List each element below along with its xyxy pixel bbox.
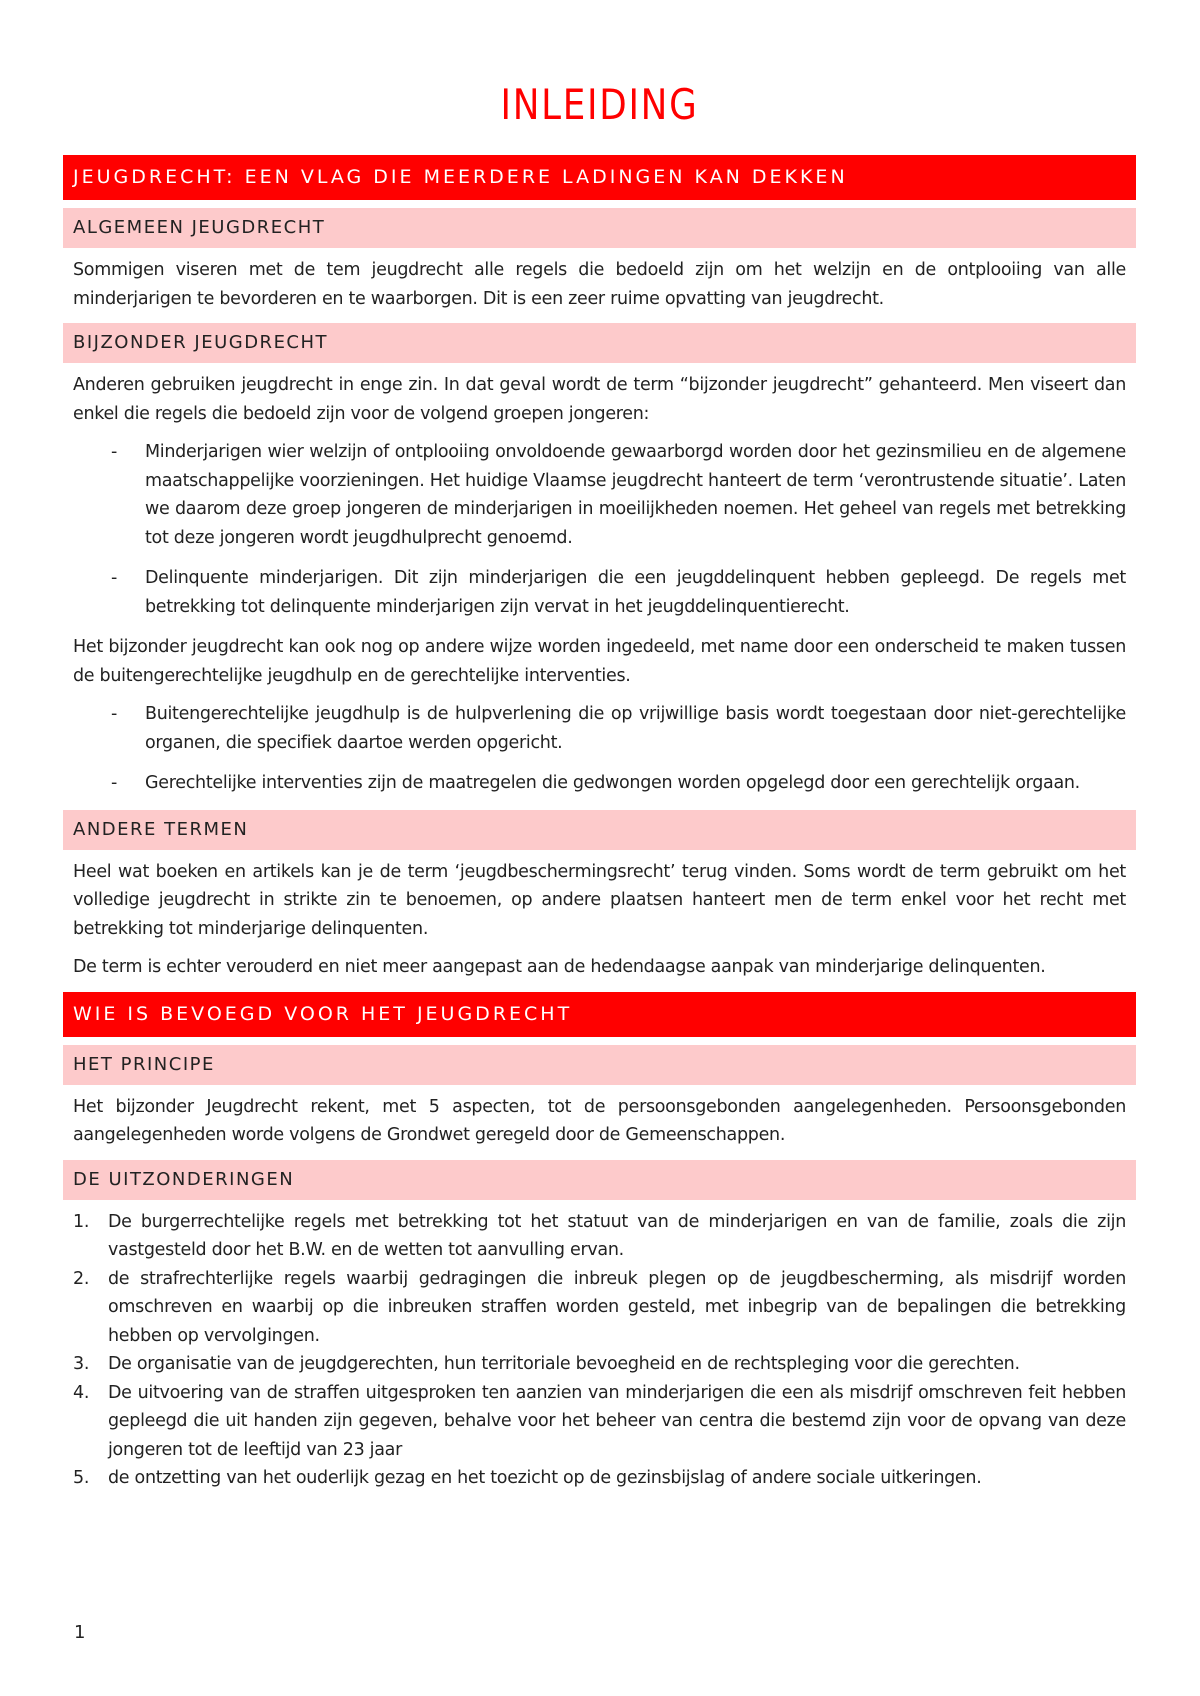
subsection-heading: DE UITZONDERINGEN xyxy=(63,1160,1136,1200)
paragraph: Anderen gebruiken jeugdrecht in enge zin. In dat geval wordt de term “bijzonder jeugdrecht” gehanteerd. Men viseert dan enkel die regels die bedoeld zijn voor de volgend groepen jongeren: xyxy=(73,375,1126,424)
paragraph: Sommigen viseren met de tem jeugdrecht alle regels die bedoeld zijn om het welzijn en de ontplooiing van alle minderjarigen te bevorderen en te waarborgen. Dit is een zeer ruime opvatting van jeugdrecht. xyxy=(73,260,1126,309)
list-item xyxy=(63,700,1136,757)
subsection-heading: HET PRINCIPE xyxy=(63,1045,1136,1085)
list-item xyxy=(63,1464,1136,1493)
bullet-marker: - xyxy=(111,568,118,588)
bullet-list xyxy=(63,438,1136,621)
paragraph: Het bijzonder Jeugdrecht rekent, met 5 aspecten, tot de persoonsgebonden aangelegenheden. Persoonsgebonden aangelegenheden worde volgens de Grondwet geregeld door de Gemeenschappen. xyxy=(73,1096,1126,1145)
list-number: 4. xyxy=(73,1382,90,1403)
list-number: 2. xyxy=(73,1268,90,1289)
section-heading: JEUGDRECHT: EEN VLAG DIE MEERDERE LADINGEN KAN DEKKEN xyxy=(63,155,1136,200)
bullet-list xyxy=(63,700,1136,798)
bullet-marker: - xyxy=(111,442,118,462)
list-number: 5. xyxy=(73,1468,90,1488)
list-item xyxy=(63,438,1136,552)
list-item xyxy=(63,1379,1136,1465)
subsection-heading: ALGEMEEN JEUGDRECHT xyxy=(63,208,1136,248)
list-item-text: de ontzetting van het ouderlijk gezag en het toezicht op de gezinsbijslag of andere sociale uitkeringen. xyxy=(108,1468,982,1488)
list-item-text: Gerechtelijke interventies zijn de maatregelen die gedwongen worden opgelegd door een gerechtelijk orgaan. xyxy=(145,773,1080,793)
subsection-heading: BIJZONDER JEUGDRECHT xyxy=(63,323,1136,363)
list-item-text: Buitengerechtelijke jeugdhulp is de hulpverlening die op vrijwillige basis wordt toegestaan door niet-gerechtelijke organen, die specifiek daartoe werden opgericht. xyxy=(145,704,1126,753)
list-item-text: De uitvoering van de straffen uitgesproken ten aanzien van minderjarigen die een als misdrijf omschreven feit hebben gepleegd die uit handen zijn gegeven, behalve voor het beheer van centra die bestemd zijn voor de opvang van deze jongeren tot de leeftijd van 23 jaar xyxy=(108,1382,1126,1460)
paragraph: Het bijzonder jeugdrecht kan ook nog op andere wijze worden ingedeeld, met name door een onderscheid te maken tussen de buitengerechtelijke jeugdhulp en de gerechtelijke interventies. xyxy=(73,637,1126,686)
section-heading: WIE IS BEVOEGD VOOR HET JEUGDRECHT xyxy=(63,992,1136,1037)
list-item xyxy=(63,1350,1136,1379)
list-item xyxy=(63,1265,1136,1351)
bullet-marker: - xyxy=(111,704,118,724)
list-item xyxy=(63,1208,1136,1265)
list-item-text: Minderjarigen wier welzijn of ontplooiing onvoldoende gewaarborgd worden door het gezinsmilieu en de algemene maatschappelijke voorzieningen. Het huidige Vlaamse jeugdrecht hanteert de term ‘verontrustende situatie’. Laten we daarom deze groep jongeren de minderjarigen in moeilijkheden noemen. Het geheel van regels met betrekking tot deze jongeren wordt jeugdhulprecht genoemd. xyxy=(145,442,1126,548)
page-number: 1 xyxy=(74,1622,86,1643)
list-item-text: de strafrechterlijke regels waarbij gedragingen die inbreuk plegen op de jeugdbescherming, als misdrijf worden omschreven en waarbij op die inbreuken straffen worden gesteld, met inbegrip van de bepalingen die betrekking hebben op vervolgingen. xyxy=(108,1268,1126,1346)
list-item xyxy=(63,769,1136,798)
list-item-text: Delinquente minderjarigen. Dit zijn minderjarigen die een jeugddelinquent hebben gepleegd. De regels met betrekking tot delinquente minderjarigen zijn vervat in het jeugddelinquentierecht. xyxy=(145,568,1126,617)
list-item xyxy=(63,564,1136,621)
paragraph: Heel wat boeken en artikels kan je de term ‘jeugdbeschermingsrecht’ terug vinden. Soms wordt de term gebruikt om het volledige jeugdrecht in strikte zin te benoemen, op andere plaatsen hanteert men de term enkel voor het recht met betrekking tot minderjarige delinquenten. xyxy=(73,861,1126,939)
page-title: INLEIDING xyxy=(500,80,699,129)
bullet-marker: - xyxy=(111,773,118,793)
list-number: 1. xyxy=(73,1211,90,1232)
paragraph: De term is echter verouderd en niet meer aangepast aan de hedendaagse aanpak van minderjarige delinquenten. xyxy=(73,957,1046,977)
list-number: 3. xyxy=(73,1354,90,1374)
numbered-list xyxy=(63,1208,1136,1493)
list-item-text: De organisatie van de jeugdgerechten, hun territoriale bevoegheid en de rechtspleging voor die gerechten. xyxy=(108,1354,1020,1374)
subsection-heading: ANDERE TERMEN xyxy=(63,810,1136,850)
list-item-text: De burgerrechtelijke regels met betrekking tot het statuut van de minderjarigen en van de familie, zoals die zijn vastgesteld door het B.W. en de wetten tot aanvulling ervan. xyxy=(108,1211,1126,1260)
